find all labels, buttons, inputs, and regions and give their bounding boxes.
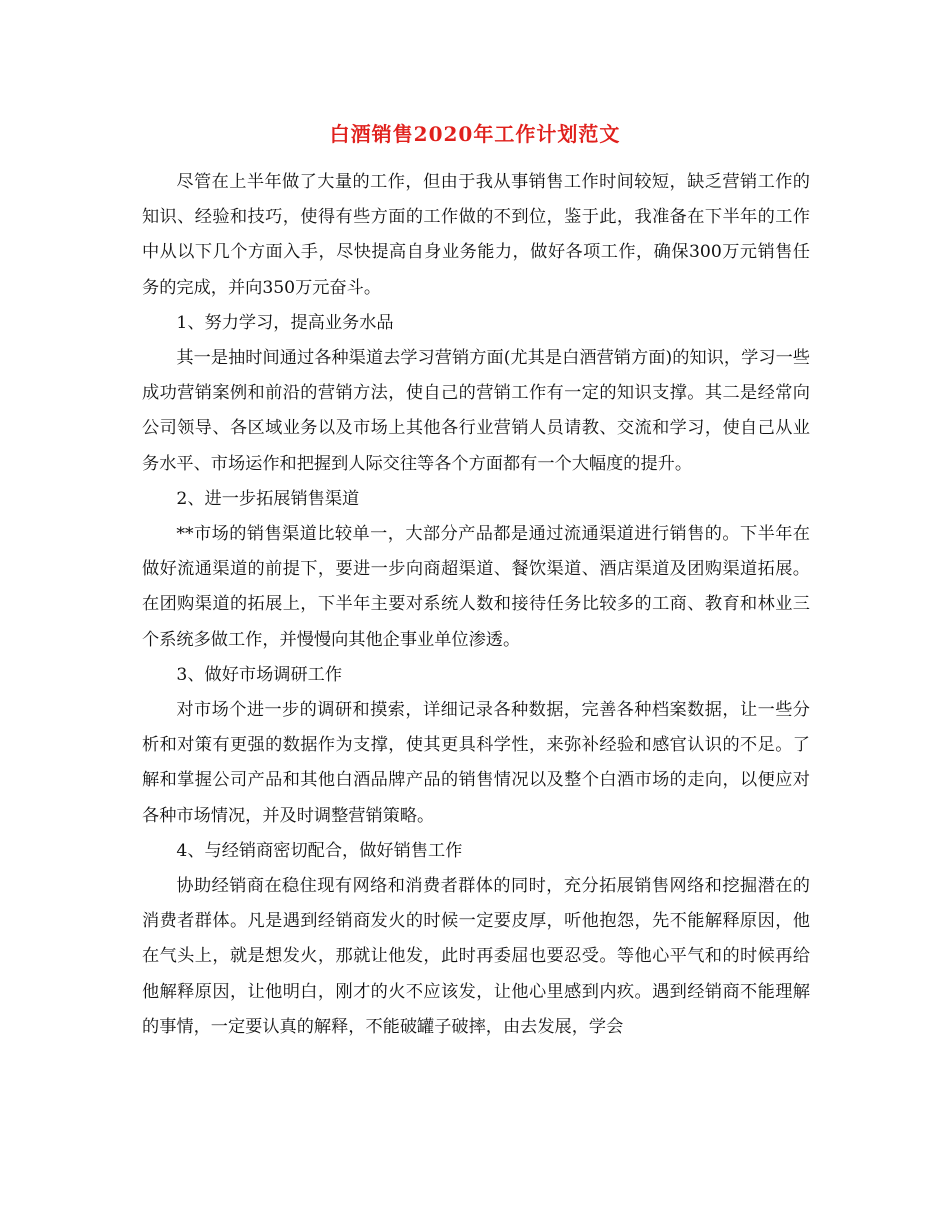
heading-2: 2、进一步拓展销售渠道 bbox=[176, 488, 360, 509]
heading-3: 3、做好市场调研工作 bbox=[176, 664, 343, 685]
paragraph-3: 对市场个进一步的调研和摸索，详细记录各种数据，完善各种档案数据，让一些分析和对策有更强的数据作为支撑，使其更具科学性，来弥补经验和感官认识的不足。了解和掌握公司产品和其他白酒品牌产品的销售情况以及整个白酒市场的走向，以便应对各种市场情况，并及时调整营销策略。 bbox=[142, 700, 810, 826]
paragraph-intro: 尽管在上半年做了大量的工作，但由于我从事销售工作时间较短，缺乏营销工作的知识、经验和技巧，使得有些方面的工作做的不到位，鉴于此，我准备在下半年的工作中从以下几个方面入手，尽快提高自身业务能力，做好各项工作，确保300万元销售任务的完成，并向350万元奋斗。 bbox=[142, 172, 810, 298]
document-title: 白酒销售2020年工作计划范文 bbox=[329, 122, 621, 146]
heading-4: 4、与经销商密切配合，做好销售工作 bbox=[176, 840, 463, 861]
paragraph-4: 协助经销商在稳住现有网络和消费者群体的同时，充分拓展销售网络和挖掘潜在的消费者群体。凡是遇到经销商发火的时候一定要皮厚，听他抱怨，先不能解释原因，他在气头上，就是想发火，那就让他发，此时再委屈也要忍受。等他心平气和的时候再给他解释原因，让他明白，刚才的火不应该发，让他心里感到内疚。遇到经销商不能理解的事情，一定要认真的解释，不能破罐子破摔，由去发展，学会 bbox=[142, 876, 810, 1037]
paragraph-1: 其一是抽时间通过各种渠道去学习营销方面(尤其是白酒营销方面)的知识，学习一些成功营销案例和前沿的营销方法，使自己的营销工作有一定的知识支撑。其二是经常向公司领导、各区域业务以及市场上其他各行业营销人员请教、交流和学习，使自己从业务水平、市场运作和把握到人际交往等各个方面都有一个大幅度的提升。 bbox=[142, 348, 810, 474]
document-body bbox=[142, 165, 810, 1045]
paragraph-2: **市场的销售渠道比较单一，大部分产品都是通过流通渠道进行销售的。下半年在做好流通渠道的前提下，要进一步向商超渠道、餐饮渠道、酒店渠道及团购渠道拓展。在团购渠道的拓展上，下半年主要对系统人数和接待任务比较多的工商、教育和林业三个系统多做工作，并慢慢向其他企事业单位渗透。 bbox=[142, 524, 810, 650]
heading-1: 1、努力学习，提高业务水品 bbox=[176, 312, 394, 333]
